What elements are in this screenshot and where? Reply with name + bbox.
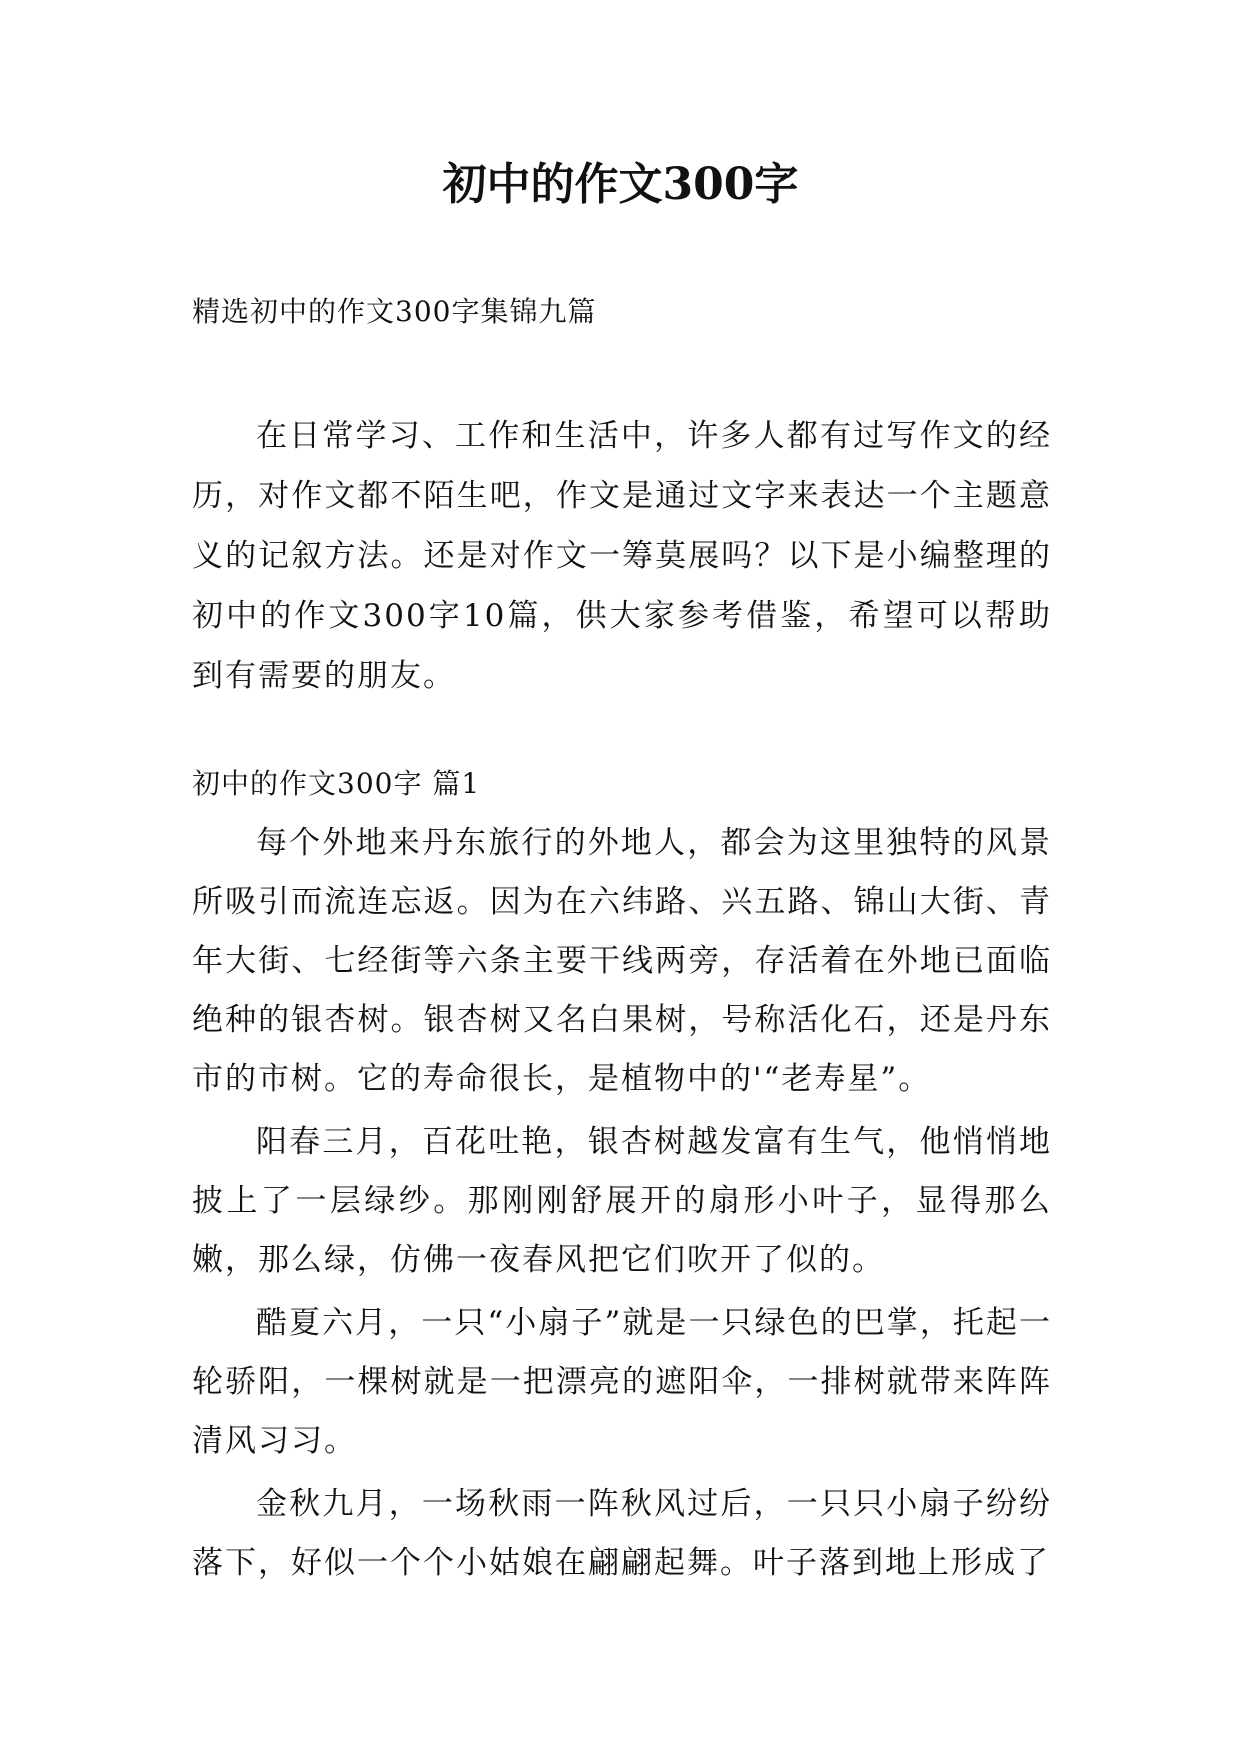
body-paragraph: 阳春三月，百花吐艳，银杏树越发富有生气，他悄悄地披上了一层绿纱。那刚刚舒展开的扇形小叶子，显得那么嫩，那么绿，仿佛一夜春风把它们吹开了似的。	[192, 1124, 1052, 1278]
body-paragraph: 酷夏六月，一只“小扇子”就是一只绿色的巴掌，托起一轮骄阳，一棵树就是一把漂亮的遮阳伞，一排树就带来阵阵清风习习。	[192, 1305, 1052, 1459]
body-paragraph: 每个外地来丹东旅行的外地人，都会为这里独特的风景所吸引而流连忘返。因为在六纬路、兴五路、锦山大街、青年大街、七经街等六条主要干线两旁，存活着在外地已面临绝种的银杏树。银杏树又名白果树，号称活化石，还是丹东市的市树。它的寿命很长，是植物中的'“老寿星”。	[192, 825, 1052, 1097]
intro-paragraph: 在日常学习、工作和生活中，许多人都有过写作文的经历，对作文都不陌生吧，作文是通过文字来表达一个主题意义的记叙方法。还是对作文一筹莫展吗？以下是小编整理的初中的作文300字10篇，供大家参考借鉴，希望可以帮助到有需要的朋友。	[192, 418, 1052, 694]
section-heading: 初中的作文300字 篇1	[192, 767, 481, 800]
document-title: 初中的作文300字	[442, 159, 799, 210]
section-body	[192, 814, 1052, 1597]
document-subtitle: 精选初中的作文300字集锦九篇	[192, 295, 597, 328]
body-paragraph: 金秋九月，一场秋雨一阵秋风过后，一只只小扇子纷纷落下，好似一个个小姑娘在翩翩起舞。叶子落到地上形成了	[192, 1486, 1052, 1581]
